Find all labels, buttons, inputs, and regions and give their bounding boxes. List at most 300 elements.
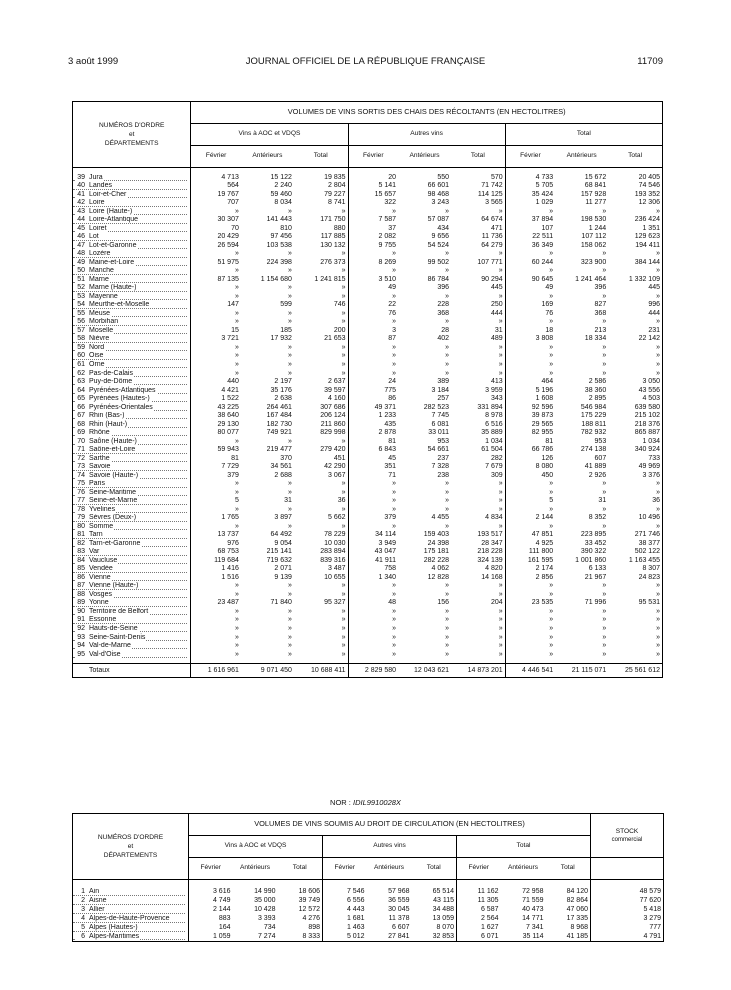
value-cell: »: [392, 497, 397, 505]
value-cell: 11 162: [477, 887, 499, 895]
value-cell: 64 674: [451, 216, 505, 225]
value-cell: 193 352: [634, 190, 660, 198]
value-cell: »: [602, 642, 607, 650]
table-row: [73, 378, 663, 387]
value-cell: »: [288, 369, 292, 377]
value-cell: 445: [451, 284, 505, 293]
dept-name: Rhône: [89, 429, 110, 437]
value-cell: »: [602, 480, 607, 488]
dept-label-wrap: [75, 344, 105, 351]
value-cell: 4 276: [278, 915, 323, 924]
value-cell: 37: [388, 224, 397, 232]
table-row: [73, 650, 663, 659]
value-cell: »: [656, 505, 660, 513]
value-cell: »: [451, 506, 505, 515]
nor-label: NOR :: [330, 798, 351, 807]
dept-number: 40: [77, 182, 85, 190]
dept-label-wrap: [75, 924, 139, 931]
value-cell: »: [656, 616, 660, 624]
value-cell: »: [392, 616, 397, 624]
value-cell: 90 294: [451, 276, 505, 285]
value-cell: 7 328: [431, 463, 450, 471]
value-cell: »: [294, 608, 348, 617]
dept-number: 85: [77, 565, 85, 573]
value-cell: 182 730: [266, 420, 292, 428]
dept-number: 81: [77, 531, 85, 539]
dept-name: Allier: [89, 905, 105, 913]
value-cell: 74 546: [638, 182, 660, 190]
table-row: [73, 420, 663, 429]
table-row: [73, 933, 664, 942]
value-cell: 4 421: [221, 386, 239, 394]
value-cell: »: [602, 650, 607, 658]
dept-cell: [73, 361, 191, 370]
dept-cell: [73, 480, 191, 489]
value-cell: 4 455: [431, 514, 450, 522]
value-cell: 215 141: [266, 548, 292, 556]
subheader-anterieurs: Antérieurs: [241, 146, 294, 168]
value-cell: »: [549, 650, 554, 658]
value-cell: 48 579: [639, 887, 661, 895]
value-cell: »: [288, 624, 292, 632]
value-cell: »: [549, 488, 554, 496]
subheader-total: Total: [294, 146, 348, 168]
table-row: [73, 242, 663, 251]
value-cell: 224 398: [266, 258, 292, 266]
value-cell: 4 834: [451, 514, 505, 523]
dept-name: Loire (Haute-): [89, 207, 133, 215]
value-cell: 746: [294, 301, 348, 310]
value-cell: »: [234, 361, 239, 368]
dept-number: 78: [77, 505, 85, 513]
value-cell: »: [234, 582, 239, 590]
subheader-anterieurs: Antérieurs: [398, 146, 451, 168]
dept-cell: [73, 327, 191, 336]
value-cell: »: [392, 361, 397, 368]
value-cell: 169: [541, 301, 554, 309]
value-cell: 111 800: [528, 548, 554, 556]
dept-number: 86: [77, 573, 85, 581]
dept-name: Savoie: [89, 463, 111, 471]
value-cell: »: [288, 284, 292, 292]
value-cell: »: [451, 633, 505, 642]
dept-name: Moselle: [89, 326, 114, 334]
value-cell: 12 572: [278, 906, 323, 915]
value-cell: 829 998: [294, 429, 348, 438]
value-cell: 734: [263, 923, 276, 931]
value-cell: 65 514: [412, 888, 457, 897]
dept-label-wrap: [75, 182, 113, 189]
value-cell: 2 895: [588, 395, 607, 403]
dept-number: 77: [77, 497, 85, 505]
value-cell: »: [656, 352, 660, 360]
dept-cell: [73, 650, 191, 659]
dept-name: Saône-et-Loire: [89, 446, 136, 454]
value-cell: »: [392, 250, 397, 258]
value-cell: »: [602, 343, 607, 351]
value-cell: »: [392, 650, 397, 658]
table-row: [73, 182, 663, 191]
value-cell: 3 959: [451, 386, 505, 395]
value-cell: »: [445, 590, 450, 598]
table-row: [73, 582, 663, 591]
value-cell: 14 990: [254, 887, 276, 895]
value-cell: 237: [437, 454, 450, 462]
dept-cell: [73, 174, 191, 183]
value-cell: 126: [541, 454, 554, 462]
value-cell: »: [549, 642, 554, 650]
dept-cell: [73, 514, 191, 523]
value-cell: »: [234, 616, 239, 624]
spacer-cell: [233, 880, 278, 888]
dept-label-wrap: [75, 514, 137, 521]
value-cell: 45: [388, 454, 397, 462]
dept-name: Loir-et-Cher: [89, 190, 127, 198]
value-cell: »: [445, 361, 450, 368]
value-cell: »: [392, 607, 397, 615]
dept-cell: [73, 284, 191, 293]
dept-name: Aisne: [89, 896, 107, 904]
dept-label-wrap: [75, 361, 106, 368]
value-cell: 35 424: [531, 190, 554, 198]
value-cell: 31: [284, 497, 292, 505]
rowhead-line2: et: [127, 843, 134, 850]
value-cell: 1 001 860: [575, 556, 607, 564]
stock-line1: STOCK: [615, 827, 639, 835]
value-cell: 639 580: [634, 403, 660, 411]
value-cell: 351: [384, 463, 397, 471]
value-cell: 167 484: [266, 412, 292, 420]
value-cell: 18 606: [278, 888, 323, 897]
dept-number: 79: [77, 514, 85, 522]
table-row: [73, 259, 663, 268]
value-cell: 3 184: [431, 386, 450, 394]
value-cell: »: [445, 207, 450, 215]
dept-name: Tarn-et-Garonne: [89, 539, 141, 547]
value-cell: 82 864: [546, 897, 591, 906]
dept-number: 74: [77, 471, 85, 479]
value-cell: 1 241 464: [575, 275, 607, 283]
dept-name: Paris: [89, 480, 105, 488]
dept-number: 82: [77, 539, 85, 547]
dept-number: 76: [77, 488, 85, 496]
value-cell: 228: [437, 301, 450, 309]
dept-cell: [73, 897, 189, 906]
dept-number: 92: [77, 624, 85, 632]
value-cell: 2 071: [274, 565, 292, 573]
dept-name: Yvelines: [89, 505, 116, 513]
value-cell: »: [602, 318, 607, 326]
dept-label-wrap: [75, 301, 150, 308]
value-cell: 953: [437, 437, 450, 445]
value-cell: 1 034: [451, 437, 505, 446]
value-cell: 4 820: [451, 565, 505, 574]
value-cell: »: [602, 616, 607, 624]
table-row: [73, 174, 663, 183]
value-cell: 79 227: [294, 191, 348, 200]
value-cell: 82 955: [531, 429, 554, 437]
value-cell: 86: [388, 395, 397, 403]
value-cell: »: [288, 582, 292, 590]
nor-code: IDIL9910028X: [352, 798, 401, 807]
dept-number: 60: [77, 352, 85, 360]
dept-name: Morbihan: [89, 318, 119, 326]
value-cell: 92 596: [531, 403, 554, 411]
value-cell: 34 114: [375, 531, 397, 539]
dept-number: 67: [77, 412, 85, 420]
value-cell: 1 681: [346, 914, 365, 922]
value-cell: »: [392, 590, 397, 598]
total-value: 14 873 201: [451, 664, 505, 678]
dept-cell: [73, 412, 191, 421]
dept-number: 87: [77, 582, 85, 590]
dept-label-wrap: [75, 897, 108, 904]
value-cell: »: [294, 523, 348, 532]
value-cell: 996: [648, 301, 660, 309]
value-cell: 5 012: [346, 932, 365, 940]
value-cell: 204: [451, 599, 505, 608]
value-cell: »: [549, 607, 554, 615]
value-cell: 782 932: [580, 429, 607, 437]
table-row: [73, 386, 663, 395]
dept-number: 58: [77, 335, 85, 343]
value-cell: 4 791: [643, 932, 661, 940]
value-cell: 3 279: [643, 914, 661, 922]
value-cell: 29 565: [531, 420, 554, 428]
value-cell: 5 662: [294, 514, 348, 523]
value-cell: 95 327: [294, 599, 348, 608]
dept-number: 46: [77, 233, 85, 241]
value-cell: »: [451, 267, 505, 276]
group-aoc: Vins à AOC et VDQS: [189, 836, 323, 858]
value-cell: 38 640: [217, 412, 239, 420]
value-cell: 3 949: [378, 539, 397, 547]
value-cell: »: [294, 633, 348, 642]
value-cell: 36 559: [388, 896, 410, 904]
value-cell: »: [602, 361, 607, 368]
value-cell: »: [392, 488, 397, 496]
dept-number: 52: [77, 284, 85, 292]
value-cell: 24 398: [427, 539, 450, 547]
value-cell: 4 749: [212, 896, 231, 904]
header-title: JOURNAL OFFICIEL DE LA RÉPUBLIQUE FRANÇAISE: [245, 56, 486, 67]
value-cell: 185: [280, 326, 292, 334]
value-cell: »: [602, 292, 607, 300]
dept-name: Jura: [89, 173, 103, 181]
table-row: [73, 276, 663, 285]
dept-label-wrap: [75, 293, 119, 300]
dept-cell: [73, 565, 191, 574]
subheader-anterieurs: Antérieurs: [233, 858, 278, 880]
dept-name: Nord: [89, 343, 105, 351]
value-cell: 777: [649, 923, 661, 931]
value-cell: »: [288, 607, 292, 615]
value-cell: 18 334: [584, 335, 607, 343]
value-cell: 2 144: [212, 905, 231, 913]
value-cell: 99 502: [427, 258, 450, 266]
value-cell: 2 082: [378, 233, 397, 241]
value-cell: 883: [218, 914, 231, 922]
table-row: [73, 625, 663, 634]
dept-name: Loire: [89, 199, 105, 207]
value-cell: 37 894: [531, 216, 554, 224]
dept-cell: [73, 420, 191, 429]
value-cell: 15: [231, 326, 239, 334]
dept-number: 43: [77, 207, 85, 215]
table-row: [73, 250, 663, 259]
value-cell: »: [288, 642, 292, 650]
table-row: [73, 924, 664, 933]
value-cell: 440: [227, 378, 239, 386]
value-cell: 54 661: [427, 446, 450, 454]
value-cell: 396: [594, 284, 607, 292]
value-cell: 3 510: [378, 275, 397, 283]
value-cell: »: [656, 642, 660, 650]
table-row: [73, 497, 663, 506]
dept-number: 72: [77, 454, 85, 462]
value-cell: 23 487: [217, 599, 239, 607]
value-cell: »: [294, 284, 348, 293]
value-cell: 1 244: [588, 224, 607, 232]
table-row: [73, 897, 664, 906]
value-cell: 15 657: [374, 190, 397, 198]
value-cell: 2 564: [480, 914, 499, 922]
dept-cell: [73, 642, 191, 651]
value-cell: »: [392, 505, 397, 513]
value-cell: »: [451, 650, 505, 659]
value-cell: 17 932: [270, 335, 292, 343]
value-cell: »: [445, 488, 450, 496]
value-cell: 6 071: [480, 932, 499, 940]
table-row: [73, 429, 663, 438]
value-cell: 340 924: [634, 446, 660, 454]
dept-label-wrap: [75, 497, 138, 504]
value-cell: 3 616: [212, 887, 231, 895]
value-cell: 238: [437, 471, 450, 479]
value-cell: 2 688: [274, 471, 292, 479]
value-cell: 70: [231, 224, 239, 232]
value-cell: 8 070: [412, 924, 457, 933]
value-cell: 117 885: [294, 233, 348, 242]
value-cell: 29 130: [217, 420, 239, 428]
value-cell: 6 556: [346, 896, 365, 904]
dept-label-wrap: [75, 259, 135, 266]
dept-number: 80: [77, 522, 85, 530]
table-row: [73, 191, 663, 200]
value-cell: »: [288, 505, 292, 513]
dept-cell: [73, 616, 191, 625]
value-cell: »: [549, 352, 554, 360]
value-cell: 35 000: [254, 896, 276, 904]
value-cell: »: [445, 369, 450, 377]
value-cell: »: [288, 488, 292, 496]
dept-label-wrap: [75, 370, 134, 377]
dept-cell: [73, 344, 191, 353]
value-cell: »: [294, 582, 348, 591]
dept-cell: [73, 472, 191, 481]
value-cell: 159 403: [423, 531, 450, 539]
value-cell: »: [451, 352, 505, 361]
value-cell: 322: [384, 199, 397, 207]
value-cell: »: [451, 318, 505, 327]
value-cell: 15 672: [584, 173, 607, 181]
value-cell: 12 306: [638, 199, 660, 207]
dept-number: 47: [77, 241, 85, 249]
value-cell: 39 749: [278, 897, 323, 906]
value-cell: 733: [648, 454, 660, 462]
dept-name: Oise: [89, 352, 104, 360]
value-cell: 9 054: [274, 539, 292, 547]
value-cell: 368: [594, 309, 607, 317]
dept-label-wrap: [75, 446, 136, 453]
value-cell: »: [602, 505, 607, 513]
value-cell: »: [288, 343, 292, 351]
value-cell: »: [451, 344, 505, 353]
value-cell: »: [288, 480, 292, 488]
value-cell: 60 244: [531, 258, 554, 266]
value-cell: 7 546: [346, 887, 365, 895]
value-cell: 1 516: [221, 573, 239, 581]
value-cell: »: [549, 250, 554, 258]
value-cell: 264 461: [266, 403, 292, 411]
value-cell: »: [445, 267, 450, 275]
value-cell: »: [288, 250, 292, 258]
dept-cell: [73, 463, 191, 472]
value-cell: 107 771: [451, 259, 505, 268]
dept-label-wrap: [75, 548, 100, 555]
dept-name: Loiret: [89, 224, 107, 232]
value-cell: 445: [648, 284, 660, 292]
header-page: 11709: [637, 56, 663, 67]
value-cell: »: [234, 607, 239, 615]
value-cell: 141 443: [266, 216, 292, 224]
value-cell: 570: [451, 174, 505, 183]
value-cell: 64 492: [270, 531, 292, 539]
value-cell: 87: [388, 335, 397, 343]
value-cell: »: [294, 506, 348, 515]
value-cell: 236 424: [634, 216, 660, 224]
dept-number: 49: [77, 258, 85, 266]
value-cell: »: [656, 343, 660, 351]
value-cell: »: [602, 267, 607, 275]
value-cell: 223 895: [580, 531, 607, 539]
dept-name: Alpes-Maritimes: [89, 932, 140, 940]
dept-number: 64: [77, 386, 85, 394]
dept-number: 3: [81, 905, 85, 913]
value-cell: 35 114: [522, 932, 544, 940]
subheader-fevrier: Février: [457, 858, 501, 880]
value-cell: »: [451, 608, 505, 617]
subheader-fevrier: Février: [323, 858, 367, 880]
value-cell: »: [549, 369, 554, 377]
value-cell: 81: [231, 454, 239, 462]
value-cell: 8 978: [451, 412, 505, 421]
spacer-cell: [73, 880, 189, 888]
value-cell: 66 601: [427, 182, 450, 190]
value-cell: 3 067: [294, 472, 348, 481]
dept-label-wrap: [75, 208, 133, 215]
value-cell: 175 181: [423, 548, 450, 556]
value-cell: 59 943: [217, 446, 239, 454]
value-cell: 42 290: [294, 463, 348, 472]
value-cell: »: [294, 318, 348, 327]
value-cell: 283 894: [294, 548, 348, 557]
value-cell: 257: [437, 395, 450, 403]
value-cell: 213: [594, 326, 607, 334]
value-cell: »: [234, 522, 239, 530]
spacer-cell: [591, 880, 664, 888]
value-cell: »: [656, 207, 660, 215]
